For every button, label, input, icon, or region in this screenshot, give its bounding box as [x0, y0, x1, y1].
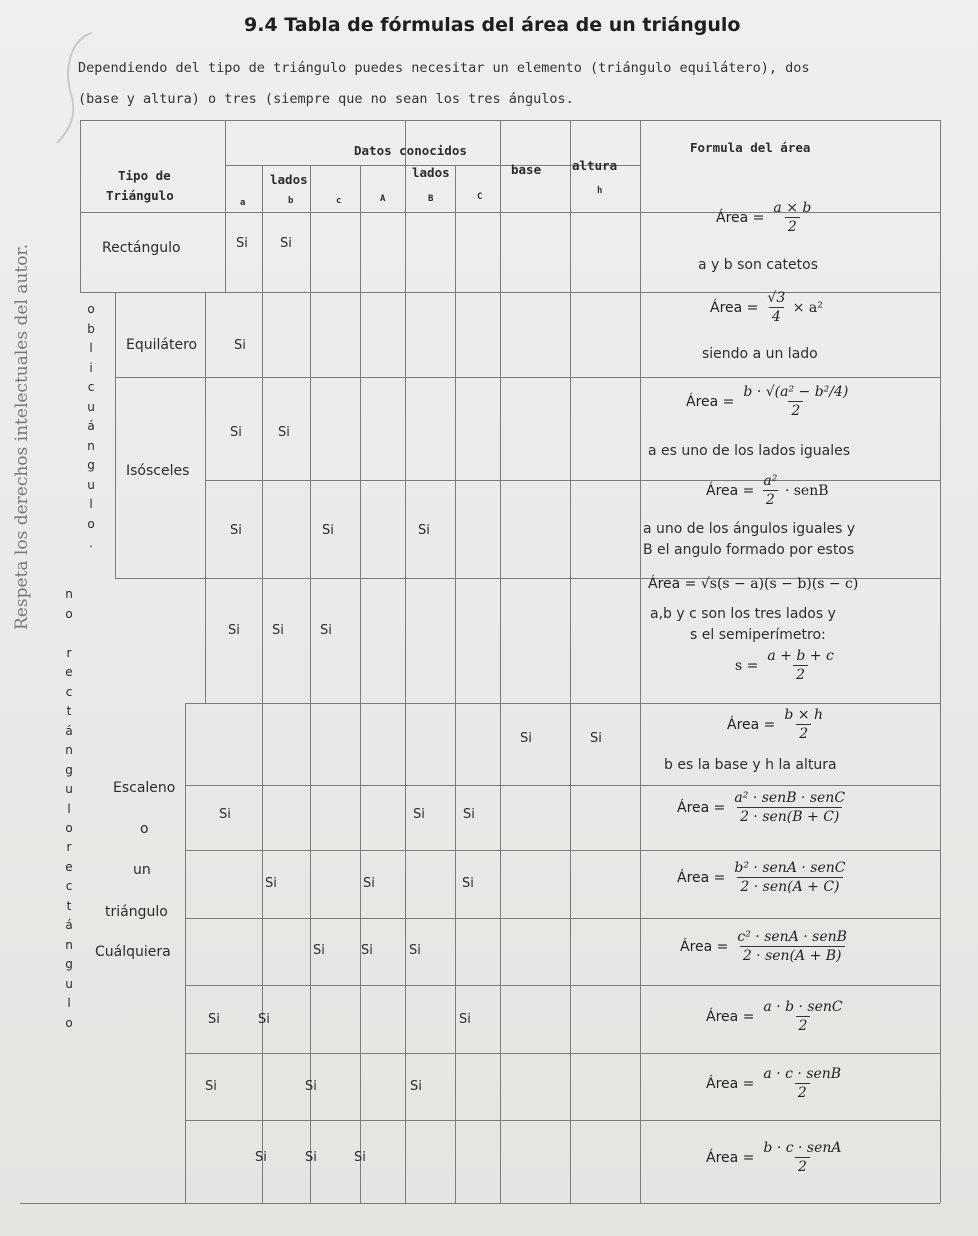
type-triangulo: triángulo: [105, 904, 168, 920]
type-cualquiera: Cuálquiera: [95, 944, 171, 960]
si-f5-a: Si: [205, 1079, 217, 1094]
formula-escaleno-4: Área = $\frac{\text{a · b · senC}}{2}$: [706, 999, 843, 1034]
header-B: B: [428, 194, 434, 204]
header-tipo-1: Tipo de: [118, 168, 171, 183]
si-f1-C: Si: [463, 807, 475, 822]
formula-equilatero: Área = $\frac{√3}{4}$ × a²: [710, 290, 823, 325]
si-f2-A: Si: [363, 876, 375, 891]
si-f3-c: Si: [313, 943, 325, 958]
header-b: b: [288, 196, 294, 206]
type-isosceles: Isósceles: [126, 463, 190, 479]
formula-heron: Área = √s(s − a)(s − b)(s − c): [648, 576, 859, 592]
label-oblicuangulo-vertical: o b l i c u á n g u l o .: [87, 302, 95, 550]
header-altura: altura: [572, 158, 618, 173]
type-rectangulo: Rectángulo: [102, 240, 181, 256]
note-equilatero: siendo a un lado: [702, 346, 818, 362]
type-o: o: [140, 821, 149, 837]
si-f3-B: Si: [409, 943, 421, 958]
note-heron-2: s el semiperímetro:: [690, 627, 826, 643]
label-no-rectangulo-vertical: n o r e c t á n g u l o: [65, 587, 73, 835]
si-f4-a: Si: [208, 1012, 220, 1027]
header-angulos: lados: [412, 165, 450, 180]
si-iso1-b: Si: [278, 425, 290, 440]
si-f5-B: Si: [410, 1079, 422, 1094]
header-base: base: [511, 162, 542, 177]
header-c: c: [336, 196, 342, 206]
formula-escaleno-3: Área = $\frac{\text{c² · senA · senB}}{\text{2 · sen(A + B)}}$: [680, 929, 847, 964]
si-f4-b: Si: [258, 1012, 270, 1027]
intro-line-2: (base y altura) o tres (siempre que no sean los tres ángulos.: [78, 91, 574, 107]
note-base-altura: b es la base y h la altura: [664, 757, 837, 773]
intro-line-1: Dependiendo del tipo de triángulo puedes necesitar un elemento (triángulo equilátero), dos: [78, 60, 810, 76]
formula-escaleno-6: Área = $\frac{\text{b · c · senA}}{2}$: [706, 1140, 842, 1175]
type-un: un: [133, 862, 151, 878]
page-curl-decoration: [52, 28, 102, 148]
header-datos-conocidos: Datos conocidos: [354, 143, 467, 158]
note-rectangulo: a y b son catetos: [698, 257, 819, 273]
si-equi-a: Si: [234, 338, 246, 353]
si-f1-B: Si: [413, 807, 425, 822]
si-bh-altura: Si: [590, 731, 602, 746]
header-A: A: [380, 194, 386, 204]
formula-escaleno-1: Área = $\frac{\text{a² · senB · senC}}{\text{2 · sen(B + C)}}$: [677, 790, 846, 825]
si-iso2-B: Si: [418, 523, 430, 538]
copyright-side-text: Respeta los derechos intelectuales del autor.: [12, 243, 32, 630]
si-f3-A: Si: [361, 943, 373, 958]
si-heron-c: Si: [320, 623, 332, 638]
si-rect-a: Si: [236, 236, 248, 251]
si-iso2-c: Si: [322, 523, 334, 538]
formula-escaleno-2: Área = $\frac{\text{b² · senA · senC}}{\text{2 · sen(A + C)}}$: [677, 860, 846, 895]
formula-escaleno-5: Área = $\frac{\text{a · c · senB}}{2}$: [706, 1066, 842, 1101]
note-isosceles-2a: a uno de los ángulos iguales y: [643, 521, 856, 537]
formula-isosceles-1: Área = $\frac{\text{b · √(a² − b²/4)}}{2}$: [686, 384, 849, 419]
formula-isosceles-2: Área = $\frac{\text{a²}}{2}$ · senB: [706, 473, 829, 508]
formula-semiperimetro: s = $\frac{a + b + c}{2}$: [735, 648, 834, 683]
label-rectangulo-vertical: r e c t á n g u l o: [65, 840, 73, 1030]
si-f6-c: Si: [305, 1150, 317, 1165]
si-heron-b: Si: [272, 623, 284, 638]
si-f2-b: Si: [265, 876, 277, 891]
note-heron-1: a,b y c son los tres lados y: [650, 606, 836, 622]
si-heron-a: Si: [228, 623, 240, 638]
type-equilatero: Equilátero: [126, 337, 198, 353]
si-rect-b: Si: [280, 236, 292, 251]
si-iso1-a: Si: [230, 425, 242, 440]
si-f5-c: Si: [305, 1079, 317, 1094]
si-f2-C: Si: [462, 876, 474, 891]
page-title: 9.4 Tabla de fórmulas del área de un triángulo: [244, 14, 741, 36]
formula-base-altura: Área = $\frac{b \times h}{2}$: [727, 707, 824, 742]
si-iso2-a: Si: [230, 523, 242, 538]
note-isosceles-2b: B el angulo formado por estos: [643, 542, 855, 558]
header-h: h: [597, 186, 603, 196]
note-isosceles-1: a es uno de los lados iguales: [648, 443, 850, 459]
header-formula: Formula del área: [690, 140, 811, 155]
si-f1-a: Si: [219, 807, 231, 822]
si-f6-A: Si: [354, 1150, 366, 1165]
header-C: C: [477, 192, 483, 202]
si-f6-b: Si: [255, 1150, 267, 1165]
header-lados: lados: [270, 172, 308, 187]
header-a: a: [240, 198, 246, 208]
si-f4-C: Si: [459, 1012, 471, 1027]
header-tipo-2: Triángulo: [106, 188, 174, 203]
formula-rectangulo: Área = $\frac{a \times b}{2}$: [716, 200, 812, 235]
si-bh-base: Si: [520, 731, 532, 746]
type-escaleno: Escaleno: [113, 780, 176, 796]
